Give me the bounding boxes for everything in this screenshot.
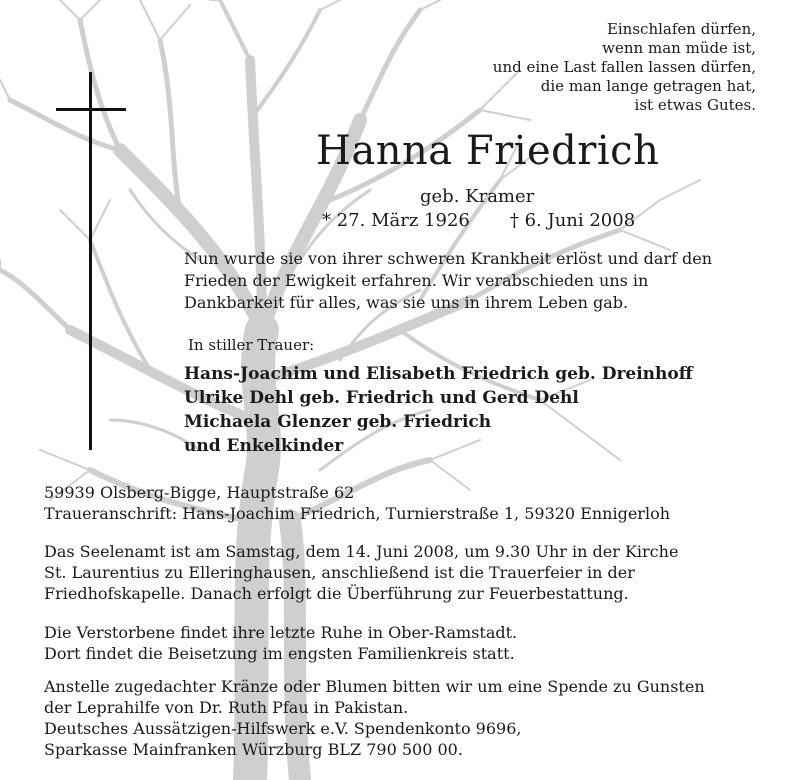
mourners-list: [184, 362, 693, 458]
address-line: 59939 Olsberg-Bigge, Hauptstraße 62: [44, 483, 355, 502]
donation-line: Anstelle zugedachter Kränze oder Blumen bitten wir um eine Spende zu Gunsten: [44, 677, 705, 696]
donation-info: [44, 676, 705, 760]
quote-line: ist etwas Gutes.: [634, 96, 756, 114]
deceased-name: Hanna Friedrich: [316, 128, 660, 174]
burial-line: Dort findet die Beisetzung im engsten Familienkreis statt.: [44, 644, 515, 663]
donation-line: Deutsches Aussätzigen-Hilfswerk e.V. Spendenkonto 9696,: [44, 719, 522, 738]
address-line: Traueranschrift: Hans-Joachim Friedrich, Turnierstraße 1, 59320 Ennigerloh: [44, 504, 671, 523]
quote-line: wenn man müde ist,: [602, 39, 756, 57]
mourning-label: In stiller Trauer:: [188, 336, 315, 354]
donation-line: Sparkasse Mainfranken Würzburg BLZ 790 500 00.: [44, 740, 463, 759]
address-block: [44, 482, 670, 524]
birth-date: * 27. März 1926: [322, 210, 470, 231]
opening-quote: [493, 20, 756, 115]
burial-line: Die Verstorbene findet ihre letzte Ruhe in Ober-Ramstadt.: [44, 623, 518, 642]
life-dates: [322, 210, 635, 231]
intro-text: [184, 248, 784, 314]
quote-line: die man lange getragen hat,: [540, 77, 756, 95]
quote-line: und eine Last fallen lassen dürfen,: [492, 58, 756, 76]
intro-line: Nun wurde sie von ihrer schweren Krankheit erlöst und darf den: [184, 249, 713, 268]
quote-line: Einschlafen dürfen,: [606, 20, 756, 38]
maiden-name: geb. Kramer: [420, 186, 535, 207]
service-line: Das Seelenamt ist am Samstag, dem 14. Juni 2008, um 9.30 Uhr in der Kirche: [44, 542, 679, 561]
service-line: Friedhofskapelle. Danach erfolgt die Überführung zur Feuerbestattung.: [44, 584, 629, 603]
intro-line: Frieden der Ewigkeit erfahren. Wir verabschieden uns in: [184, 271, 649, 290]
mourner-entry: Hans-Joachim und Elisabeth Friedrich geb. Dreinhoff: [184, 364, 693, 384]
burial-info: [44, 622, 517, 664]
service-line: St. Laurentius zu Elleringhausen, anschließend ist die Trauerfeier in der: [44, 563, 635, 582]
cross-icon: [56, 72, 126, 452]
service-info: [44, 541, 678, 604]
mourner-entry: Ulrike Dehl geb. Friedrich und Gerd Dehl: [184, 388, 579, 408]
mourner-entry: und Enkelkinder: [184, 436, 344, 456]
intro-line: Dankbarkeit für alles, was sie uns in ihrem Leben gab.: [184, 293, 629, 312]
donation-line: der Leprahilfe von Dr. Ruth Pfau in Pakistan.: [44, 698, 409, 717]
mourner-entry: Michaela Glenzer geb. Friedrich: [184, 412, 492, 432]
death-date: † 6. Juni 2008: [509, 210, 636, 231]
